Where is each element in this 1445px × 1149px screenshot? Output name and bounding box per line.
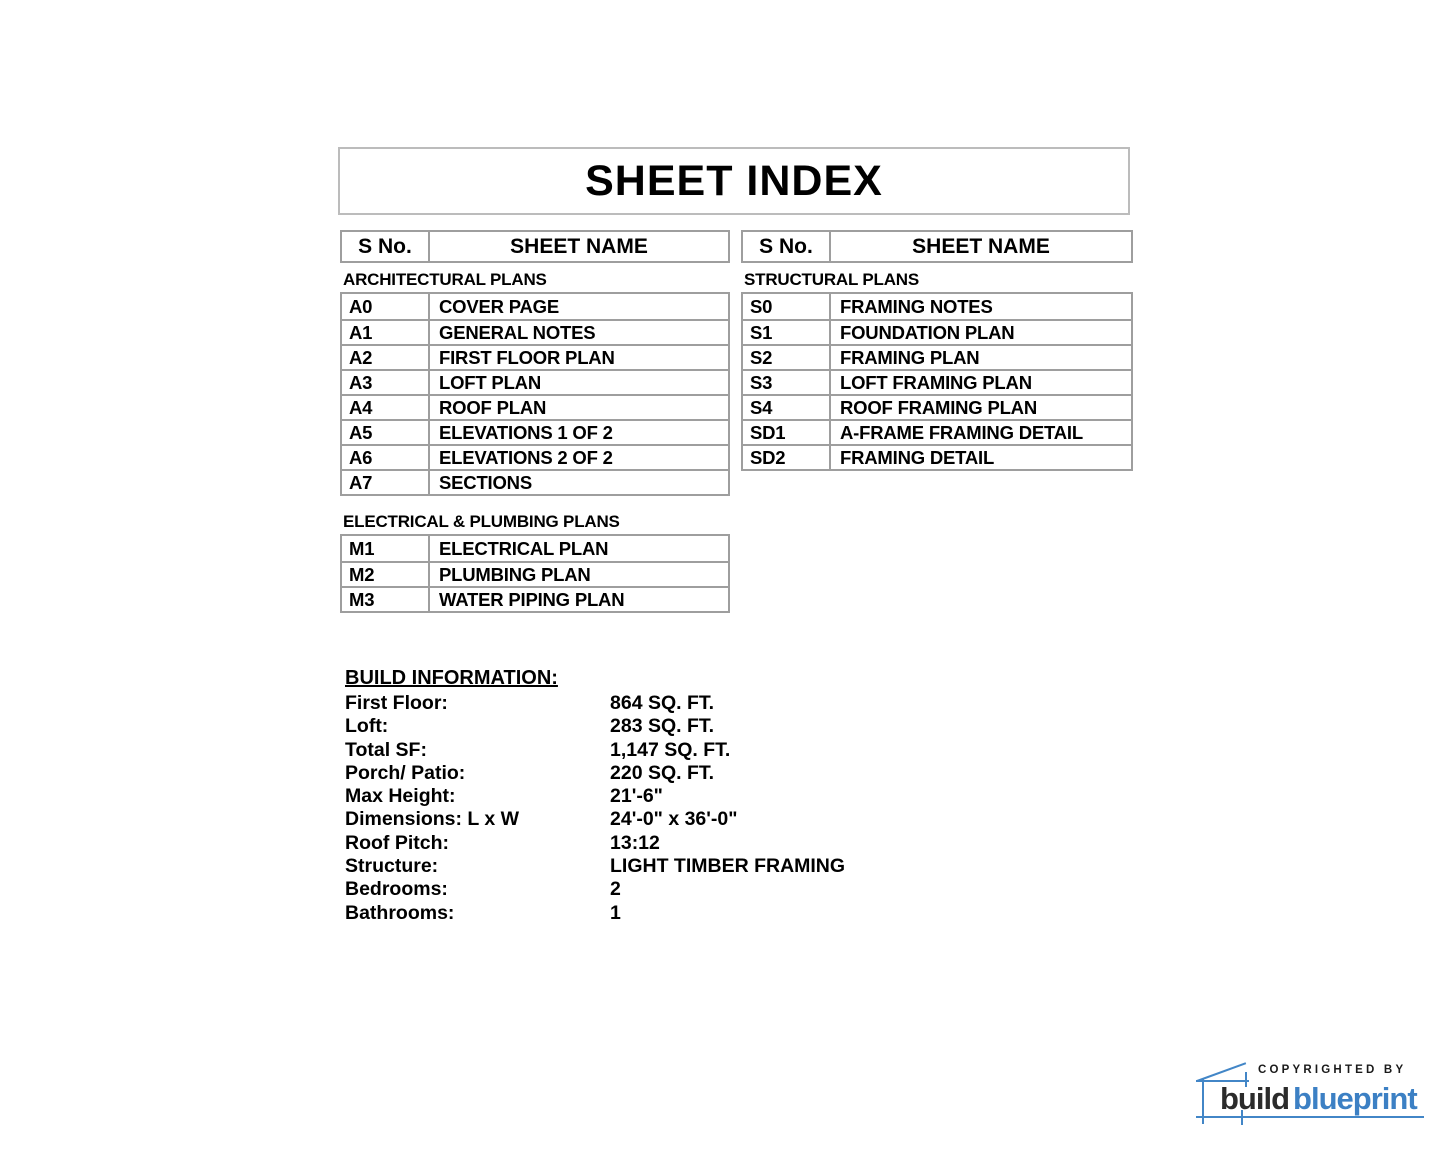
sheet-number: M3 bbox=[342, 588, 430, 611]
sheet-number: S3 bbox=[743, 371, 831, 394]
build-blueprint-logo bbox=[1194, 1056, 1426, 1128]
build-info-value: 2 bbox=[610, 878, 621, 901]
table-row bbox=[342, 344, 728, 369]
table-row bbox=[342, 394, 728, 419]
build-info-value: 13:12 bbox=[610, 831, 660, 854]
sheet-number: A4 bbox=[342, 396, 430, 419]
build-info-value: 864 SQ. FT. bbox=[610, 692, 715, 714]
table-row bbox=[342, 561, 728, 586]
sheet-number: A7 bbox=[342, 471, 430, 494]
table-row bbox=[342, 536, 728, 561]
brand-word-blueprint: blueprint bbox=[1293, 1081, 1417, 1116]
build-info-label: Bathrooms: bbox=[345, 901, 455, 924]
build-information-block bbox=[345, 666, 945, 925]
sheet-number: SD1 bbox=[743, 421, 831, 444]
build-info-label: Roof Pitch: bbox=[345, 831, 449, 854]
table-row bbox=[743, 319, 1131, 344]
table-row bbox=[342, 419, 728, 444]
table-row bbox=[342, 444, 728, 469]
sheet-name: GENERAL NOTES bbox=[439, 321, 596, 343]
table-row bbox=[743, 294, 1131, 319]
electrical-plumbing-plans-table bbox=[340, 534, 730, 613]
sheet-number: A3 bbox=[342, 371, 430, 394]
sheet-number: M1 bbox=[342, 536, 430, 561]
brand-word-build: build bbox=[1220, 1081, 1290, 1116]
sheet-number: M2 bbox=[342, 563, 430, 586]
right-table-header bbox=[741, 230, 1133, 263]
table-row bbox=[342, 319, 728, 344]
build-info-label: Porch/ Patio: bbox=[345, 761, 466, 784]
sheet-name: FRAMING DETAIL bbox=[840, 446, 995, 468]
copyright-text: COPYRIGHTED BY bbox=[1258, 1064, 1407, 1076]
build-info-value: 1,147 SQ. FT. bbox=[610, 738, 731, 761]
sheet-name: ELECTRICAL PLAN bbox=[439, 537, 609, 559]
sheet-number: A1 bbox=[342, 321, 430, 344]
sheet-name: LOFT PLAN bbox=[439, 371, 541, 393]
table-row bbox=[743, 344, 1131, 369]
sheet-number: A6 bbox=[342, 446, 430, 469]
section-label-structural-plans: STRUCTURAL PLANS bbox=[744, 270, 919, 289]
title-box bbox=[338, 147, 1130, 215]
build-info-value: 1 bbox=[610, 901, 621, 924]
sheet-name: A-FRAME FRAMING DETAIL bbox=[840, 421, 1083, 443]
sheet-number: A2 bbox=[342, 346, 430, 369]
sheet-number: SD2 bbox=[743, 446, 831, 469]
build-info-label: Total SF: bbox=[345, 738, 427, 761]
page-title: SHEET INDEX bbox=[585, 156, 883, 205]
build-info-row bbox=[345, 739, 945, 762]
build-info-value: 220 SQ. FT. bbox=[610, 761, 715, 784]
build-info-value: 283 SQ. FT. bbox=[610, 715, 715, 738]
build-info-label: Bedrooms: bbox=[345, 878, 448, 901]
sheet-name: FRAMING PLAN bbox=[840, 346, 980, 368]
column-header-sheet-name: SHEET NAME bbox=[912, 234, 1050, 258]
build-info-value: 24'-0" x 36'-0" bbox=[610, 808, 738, 831]
build-info-row bbox=[345, 878, 945, 901]
sheet-name: FIRST FLOOR PLAN bbox=[439, 346, 615, 368]
section-label-architectural-plans: ARCHITECTURAL PLANS bbox=[343, 270, 547, 289]
table-row bbox=[743, 419, 1131, 444]
build-info-row bbox=[345, 762, 945, 785]
table-row bbox=[342, 294, 728, 319]
build-info-label: Dimensions: L x W bbox=[345, 808, 520, 831]
sheet-name: COVER PAGE bbox=[439, 295, 559, 317]
sheet-number: A5 bbox=[342, 421, 430, 444]
table-row bbox=[342, 469, 728, 494]
column-header-sheet-number: S No. bbox=[342, 232, 430, 261]
build-info-row bbox=[345, 785, 945, 808]
left-table-header bbox=[340, 230, 730, 263]
sheet-name: FOUNDATION PLAN bbox=[840, 321, 1015, 343]
table-row bbox=[342, 369, 728, 394]
sheet-name: PLUMBING PLAN bbox=[439, 563, 591, 585]
sheet-name: ROOF PLAN bbox=[439, 396, 547, 418]
build-info-row bbox=[345, 902, 945, 925]
sheet-number: S0 bbox=[743, 294, 831, 319]
build-info-label: Loft: bbox=[345, 715, 389, 738]
sheet-number: A0 bbox=[342, 294, 430, 319]
build-info-label: Max Height: bbox=[345, 785, 456, 808]
build-info-row bbox=[345, 855, 945, 878]
table-row bbox=[743, 394, 1131, 419]
structural-plans-table bbox=[741, 292, 1133, 471]
sheet-name: ELEVATIONS 2 OF 2 bbox=[439, 446, 613, 468]
sheet-number: S2 bbox=[743, 346, 831, 369]
section-label-electrical-plumbing-plans: ELECTRICAL & PLUMBING PLANS bbox=[343, 512, 620, 531]
sheet-name: WATER PIPING PLAN bbox=[439, 588, 625, 610]
build-info-label: First Floor: bbox=[345, 692, 448, 714]
build-info-row bbox=[345, 715, 945, 738]
sheet-name: SECTIONS bbox=[439, 471, 532, 493]
column-header-sheet-number: S No. bbox=[743, 232, 831, 261]
sheet-name: ROOF FRAMING PLAN bbox=[840, 396, 1038, 418]
sheet-name: LOFT FRAMING PLAN bbox=[840, 371, 1032, 393]
sheet-name: FRAMING NOTES bbox=[840, 295, 993, 317]
table-row bbox=[342, 586, 728, 611]
sheet-number: S4 bbox=[743, 396, 831, 419]
build-information-title: BUILD INFORMATION: bbox=[345, 667, 558, 689]
sheet-number: S1 bbox=[743, 321, 831, 344]
build-info-value: 21'-6" bbox=[610, 785, 663, 808]
sheet-name: ELEVATIONS 1 OF 2 bbox=[439, 421, 613, 443]
brand-wordmark bbox=[1220, 1082, 1417, 1116]
build-info-row bbox=[345, 808, 945, 831]
build-info-label: Structure: bbox=[345, 855, 439, 878]
architectural-plans-table bbox=[340, 292, 730, 496]
build-info-value: LIGHT TIMBER FRAMING bbox=[610, 855, 846, 878]
column-header-sheet-name: SHEET NAME bbox=[510, 234, 648, 258]
table-row bbox=[743, 369, 1131, 394]
build-info-row bbox=[345, 832, 945, 855]
table-row bbox=[743, 444, 1131, 469]
build-info-row bbox=[345, 692, 945, 715]
